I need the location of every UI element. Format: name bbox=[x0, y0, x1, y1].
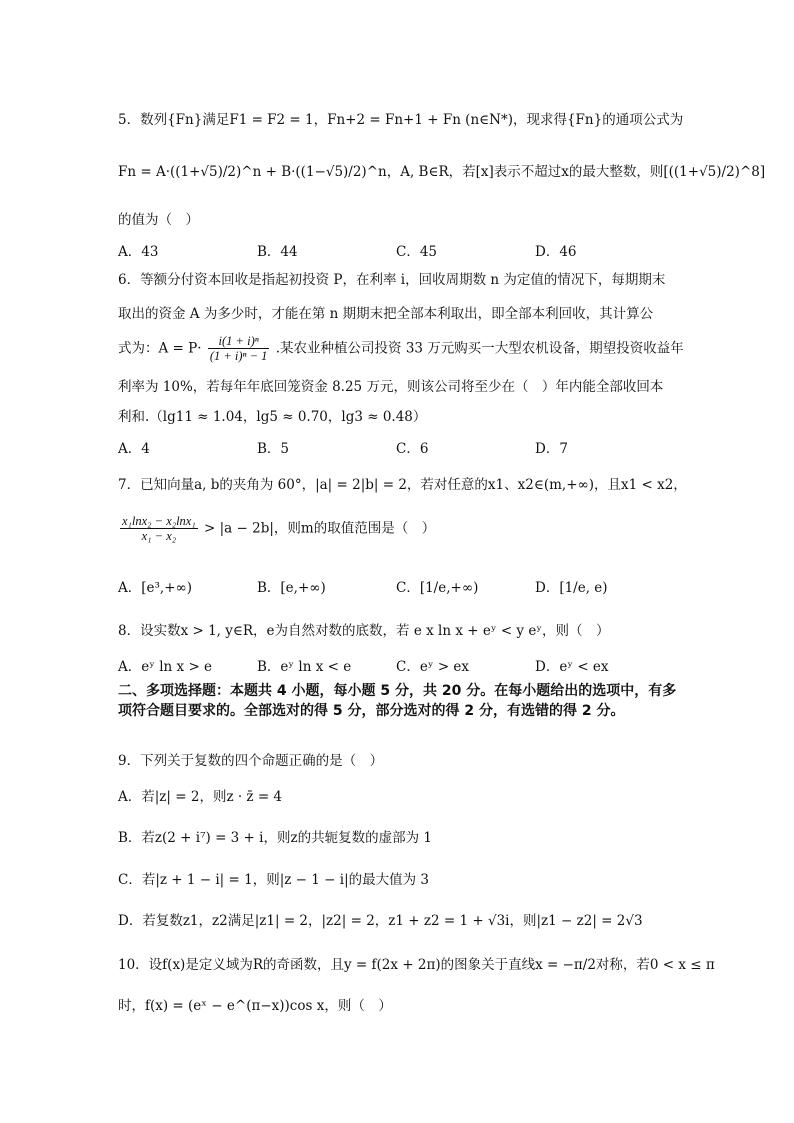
q8-option-b[interactable]: B．eʸ ln x < e bbox=[257, 659, 352, 675]
q5-tail: 的值为（ ） bbox=[118, 212, 199, 228]
q9-stem: 9．下列关于复数的四个命题正确的是（ ） bbox=[118, 753, 384, 769]
q7-line-1: 7．已知向量a, b的夹角为 60°，|a| = 2|b| = 2，若对任意的x1、x2∈(m,+∞)，且x1 < x2， bbox=[118, 477, 687, 493]
q9-option-b[interactable]: B．若z(2 + i⁷) = 3 + i，则z的共轭复数的虚部为 1 bbox=[118, 830, 432, 846]
q5-stem: 5．数列{Fn}满足F1 = F2 = 1，Fn+2 = Fn+1 + Fn (n∈N*)，现求得{Fn}的通项公式为 bbox=[118, 112, 684, 128]
q6-line-3 bbox=[118, 334, 684, 364]
q8-option-a[interactable]: A．eʸ ln x > e bbox=[118, 659, 213, 675]
q7-fraction bbox=[120, 514, 198, 544]
q5-option-d[interactable]: D．46 bbox=[535, 244, 577, 260]
q8-option-c[interactable]: C．eʸ > ex bbox=[396, 659, 470, 675]
q7-inequality: > |a − 2b|，则m的取值范围是（ ） bbox=[204, 520, 436, 537]
q5-formula: Fn = A·((1+√5)/2)^n + B·((1−√5)/2)^n，A, B∈R，若[x]表示不超过x的最大整数，则[((1+√5)/2)^8] bbox=[118, 164, 766, 180]
section-2-heading: 二、多项选择题：本题共 4 小题，每小题 5 分，共 20 分。在每小题给出的选项中，有多项符合题目要求的。全部选对的得 5 分，部分选对的得 2 分，有选错的得 2 分。 bbox=[118, 683, 677, 719]
q7-option-a[interactable]: A．[e³,+∞) bbox=[118, 580, 193, 596]
q7-option-d[interactable]: D．[1/e, e) bbox=[535, 580, 608, 596]
q9-option-a[interactable]: A．若|z| = 2，则z · z̄ = 4 bbox=[118, 789, 283, 805]
q6-fraction-denominator: (1 + i)ⁿ − 1 bbox=[209, 349, 268, 364]
q7-fraction-denominator: x₁ − x₂ bbox=[141, 529, 177, 544]
q10-line-2: 时，f(x) = (eˣ − e^(π−x))cos x，则（ ） bbox=[118, 998, 392, 1014]
q6-line-2: 取出的资金 A 为多少时，才能在第 n 期期末把全部本利取出，即全部本利回收，其计算公 bbox=[118, 306, 654, 322]
q6-line-1: 6．等额分付资本回收是指起初投资 P，在利率 i，回收周期数 n 为定值的情况下，每期期末 bbox=[118, 272, 666, 288]
q6-formula-suffix: .某农业种植公司投资 33 万元购买一大型农机设备，期望投资收益年 bbox=[275, 340, 684, 357]
q6-formula-prefix: 式为：A = P· bbox=[118, 340, 202, 357]
q6-option-a[interactable]: A．4 bbox=[118, 441, 150, 457]
q8-stem: 8．设实数x > 1, y∈R，e为自然对数的底数，若 e x ln x + eʸ < y eʸ，则（ ） bbox=[118, 623, 610, 639]
q6-line-5: 利和.（lg11 ≈ 1.04，lg5 ≈ 0.70，lg3 ≈ 0.48） bbox=[118, 409, 427, 425]
q5-option-a[interactable]: A．43 bbox=[118, 244, 159, 260]
q8-option-d[interactable]: D．eʸ < ex bbox=[535, 659, 609, 675]
q6-formula-fraction bbox=[208, 334, 270, 364]
q6-option-c[interactable]: C．6 bbox=[396, 441, 429, 457]
q6-line-4: 利率为 10%，若每年年底回笼资金 8.25 万元，则该公司将至少在（ ）年内能全部收回本 bbox=[118, 379, 664, 395]
q7-fraction-numerator: x₁lnx₂ − x₂lnx₁ bbox=[122, 514, 196, 528]
q6-option-d[interactable]: D．7 bbox=[535, 441, 568, 457]
q9-option-c[interactable]: C．若|z + 1 − i| = 1，则|z − 1 − i|的最大值为 3 bbox=[118, 872, 430, 888]
q5-option-b[interactable]: B．44 bbox=[257, 244, 298, 260]
q7-line-2 bbox=[118, 514, 435, 544]
q9-option-d[interactable]: D．若复数z1，z2满足|z1| = 2，|z2| = 2，z1 + z2 = 1 + √3i，则|z1 − z2| = 2√3 bbox=[118, 913, 643, 929]
q6-option-b[interactable]: B．5 bbox=[257, 441, 290, 457]
q6-fraction-numerator: i(1 + i)ⁿ bbox=[208, 334, 270, 349]
q7-option-b[interactable]: B．[e,+∞) bbox=[257, 580, 326, 596]
q7-option-c[interactable]: C．[1/e,+∞) bbox=[396, 580, 479, 596]
q10-line-1: 10．设f(x)是定义域为R的奇函数，且y = f(2x + 2π)的图象关于直线x = −π/2对称，若0 < x ≤ π bbox=[118, 957, 715, 973]
q5-option-c[interactable]: C．45 bbox=[396, 244, 438, 260]
